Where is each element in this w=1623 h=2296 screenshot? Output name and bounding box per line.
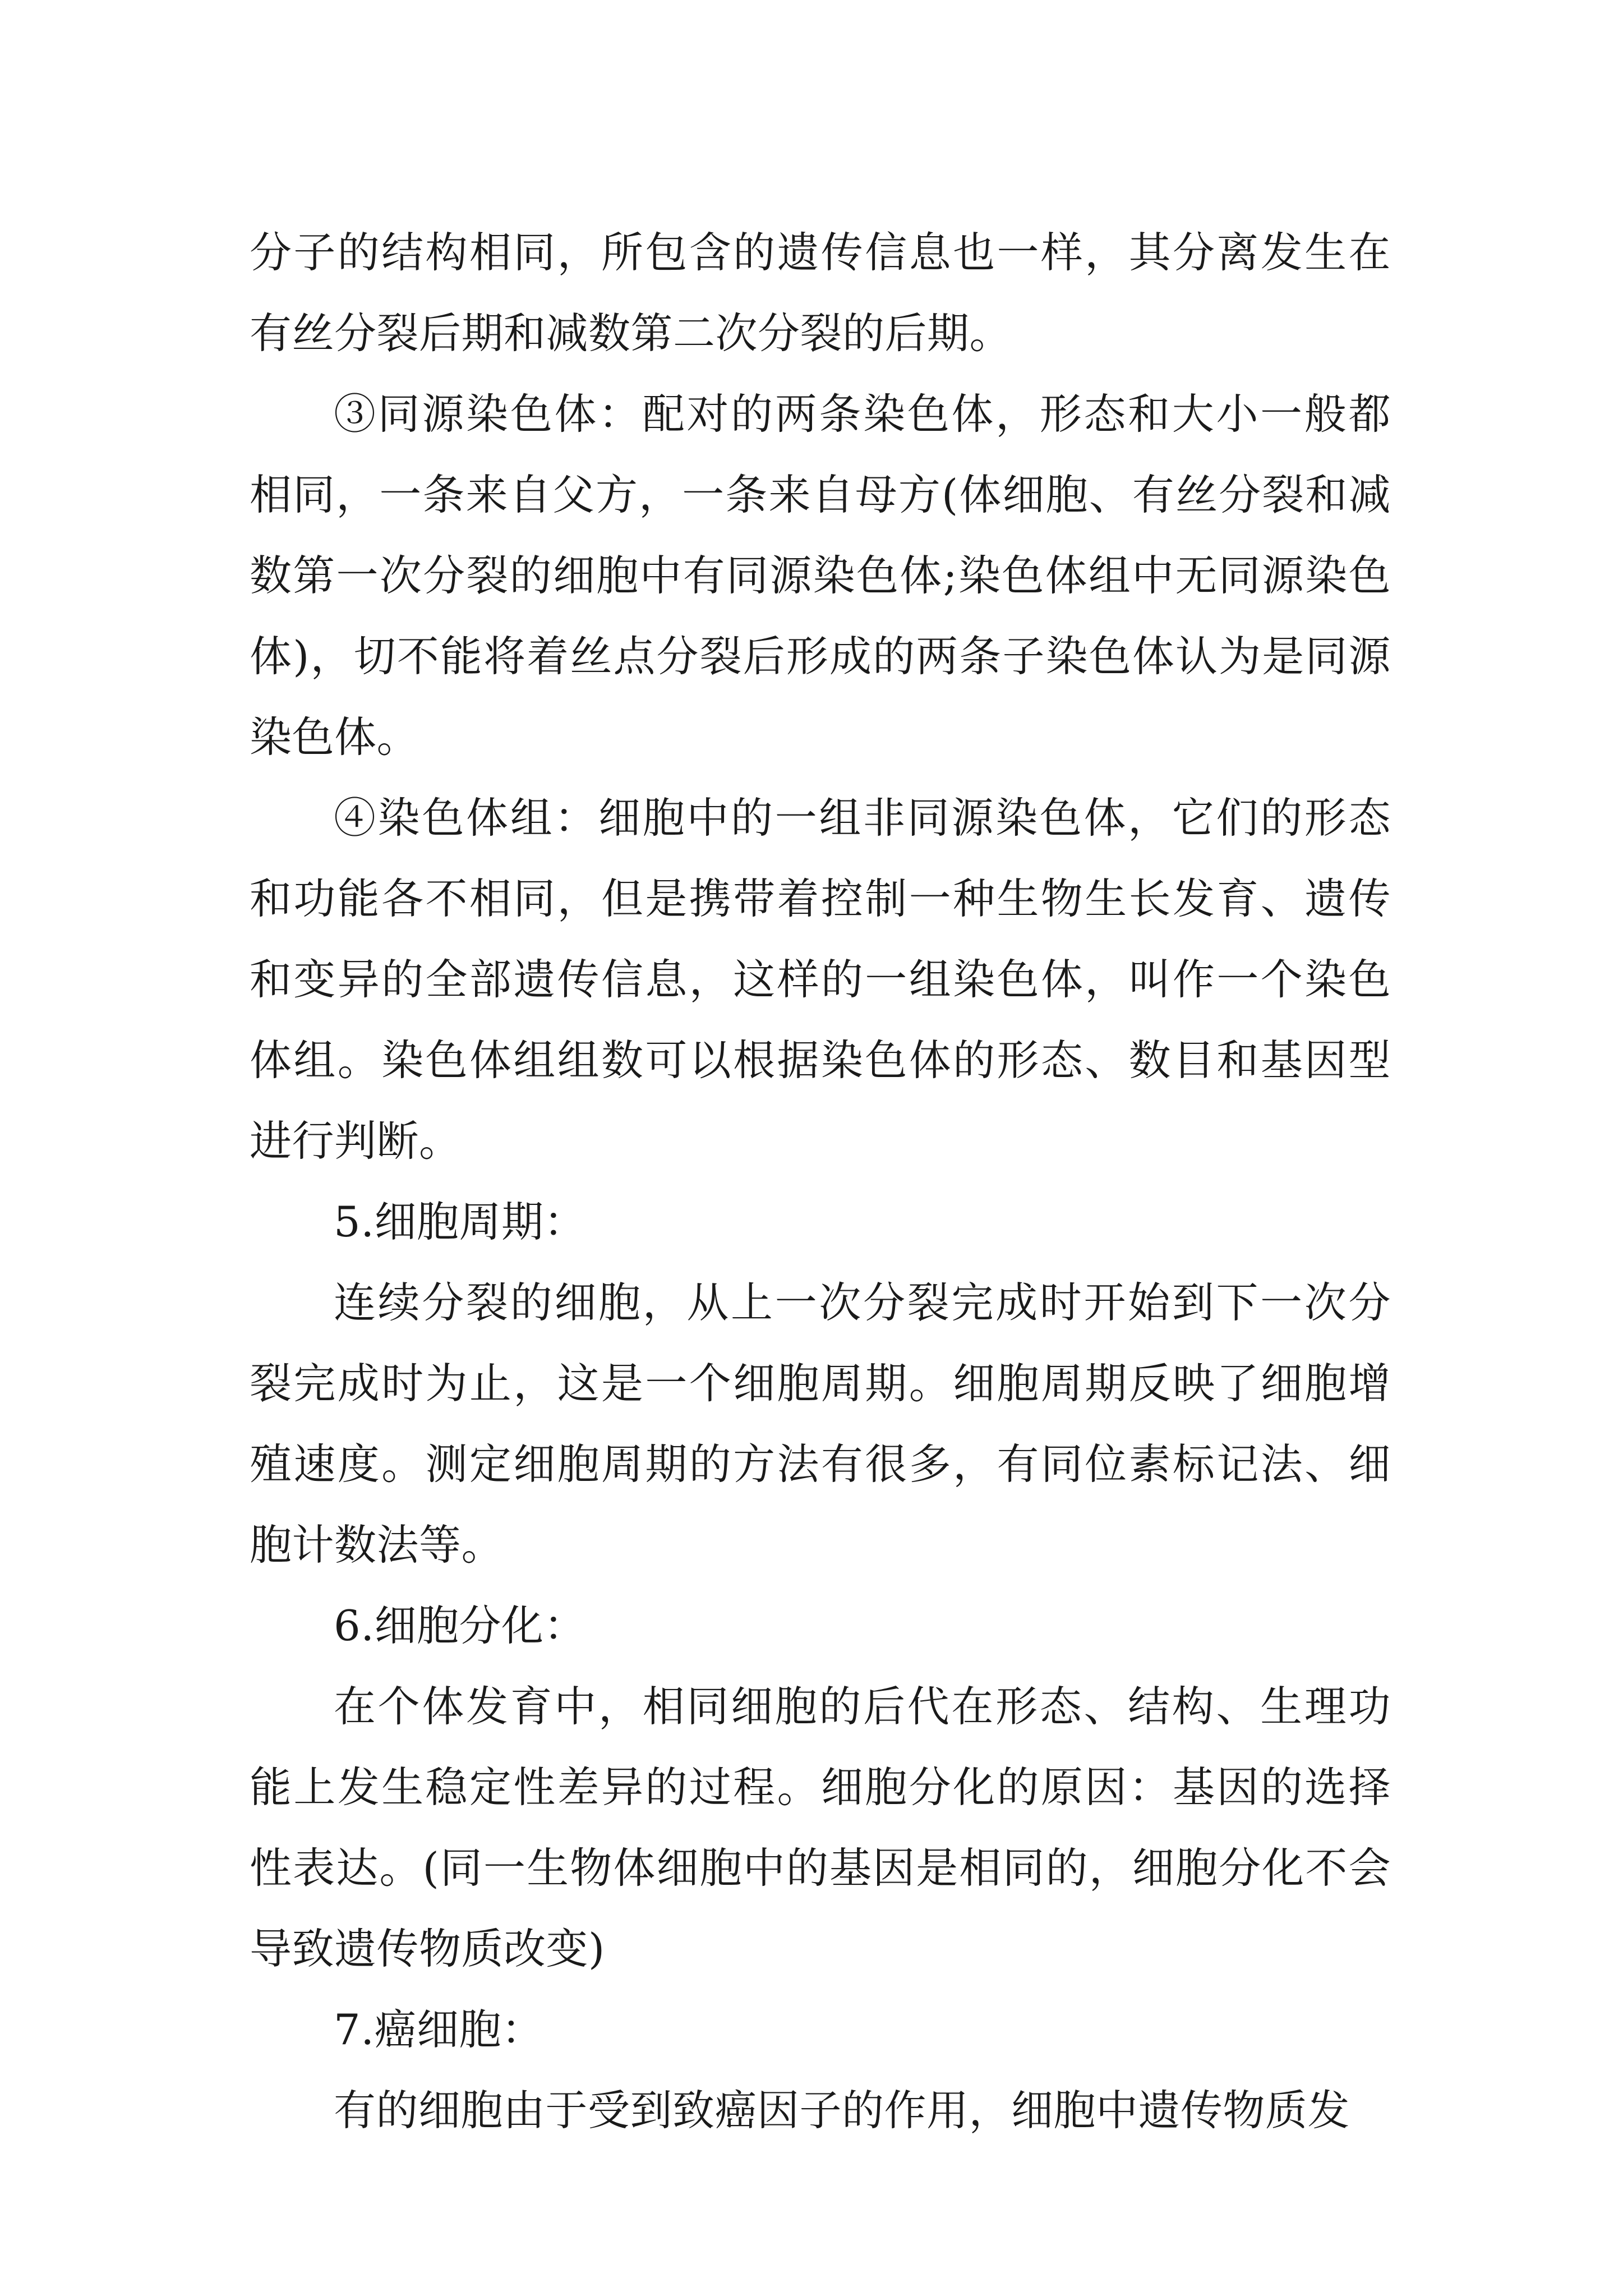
heading-cancer-cell: 7.癌细胞： xyxy=(334,2005,544,2054)
paragraph-chromosome-set: ④染色体组：细胞中的一组非同源染色体，它们的形态和功能各不相同，但是携带着控制一种生物生长发育、遗传和变异的全部遗传信息，这样的一组染色体，叫作一个染色体组。染色体组组数可以根据染色体的形态、数目和基因型进行判断。 xyxy=(250,793,1391,1166)
paragraph-cell-cycle: 连续分裂的细胞，从上一次分裂完成时开始到下一次分裂完成时为止，这是一个细胞周期。细胞周期反映了细胞增殖速度。测定细胞周期的方法有很多，有同位素标记法、细胞计数法等。 xyxy=(250,1278,1391,1570)
paragraph-cell-differentiation: 在个体发育中，相同细胞的后代在形态、结构、生理功能上发生稳定性差异的过程。细胞分化的原因：基因的选择性表达。(同一生物体细胞中的基因是相同的，细胞分化不会导致遗传物质改变) xyxy=(250,1682,1391,1973)
document-body xyxy=(250,212,1391,2151)
paragraph-homologous-chromosomes: ③同源染色体：配对的两条染色体，形态和大小一般都相同，一条来自父方，一条来自母方(体细胞、有丝分裂和减数第一次分裂的细胞中有同源染色体;染色体组中无同源染色体)，切不能将着丝点分裂后形成的两条子染色体认为是同源染色体。 xyxy=(250,389,1391,762)
paragraph-continuation: 分子的结构相同，所包含的遗传信息也一样，其分离发生在有丝分裂后期和减数第二次分裂的后期。 xyxy=(250,228,1391,358)
paragraph-cancer-cell: 有的细胞由于受到致癌因子的作用，细胞中遗传物质发 xyxy=(334,2086,1350,2135)
heading-cell-cycle: 5.细胞周期： xyxy=(334,1197,587,1246)
heading-cell-differentiation: 6.细胞分化： xyxy=(334,1601,587,1650)
